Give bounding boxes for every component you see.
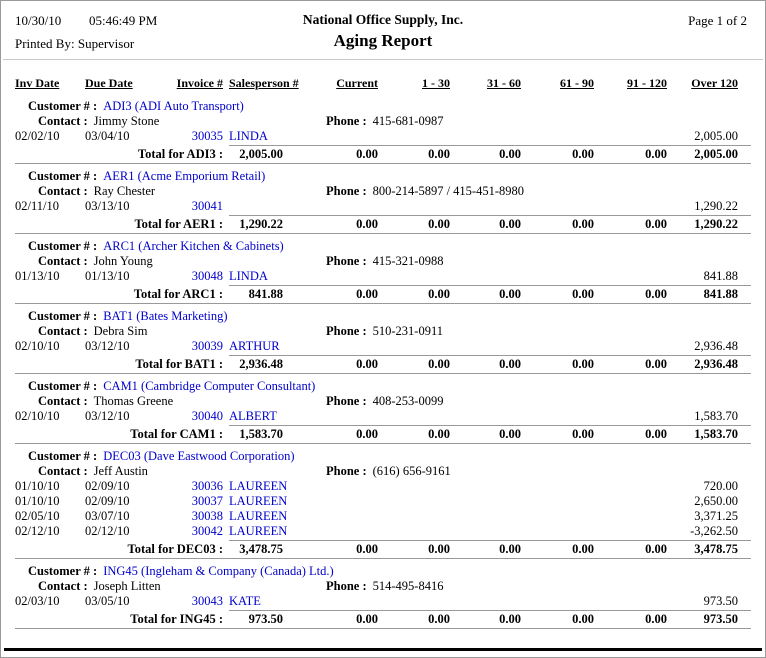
invoice-link[interactable]: 30043 [191, 594, 223, 608]
report-title: Aging Report [333, 31, 433, 50]
group-divider [15, 628, 751, 629]
contact-label: Contact : [38, 579, 88, 593]
report-header [1, 1, 765, 59]
inv-date: 02/11/10 [15, 199, 59, 213]
phone-number: 514-495-8416 [372, 579, 444, 593]
amount-1-30 [378, 409, 450, 424]
total-amount: 973.50 [248, 612, 283, 626]
amount-61-90 [521, 409, 594, 424]
amount-91-120 [594, 509, 667, 524]
customer-row [28, 239, 765, 254]
total-current: 0.00 [356, 612, 378, 626]
salesperson-link[interactable]: LAUREEN [229, 494, 288, 508]
total-1-30: 0.00 [428, 357, 450, 371]
phone-block [326, 579, 443, 594]
invoice-link[interactable]: 30039 [191, 339, 223, 353]
contact-row [38, 254, 765, 269]
amount-current [307, 479, 378, 494]
invoice-link[interactable]: 30042 [191, 524, 223, 538]
report-body [1, 99, 765, 629]
invoice-link[interactable]: 30040 [191, 409, 223, 423]
total-row [15, 426, 738, 442]
inv-date: 02/12/10 [15, 524, 60, 538]
total-61-90: 0.00 [572, 427, 594, 441]
printed-by-label: Printed By: [15, 36, 75, 51]
due-date: 02/09/10 [85, 479, 130, 493]
due-date: 03/07/10 [85, 509, 130, 523]
salesperson-link[interactable]: LINDA [229, 269, 268, 283]
group-divider [15, 443, 751, 444]
salesperson-link[interactable]: LAUREEN [229, 479, 288, 493]
invoice-link[interactable]: 30048 [191, 269, 223, 283]
invoice-row [15, 524, 738, 539]
contact-label: Contact : [38, 184, 88, 198]
customer-number-label: Customer # : [28, 169, 98, 183]
amount-over-120: 2,936.48 [694, 339, 738, 353]
group-divider [15, 303, 751, 304]
inv-date: 01/10/10 [15, 494, 60, 508]
total-amount: 2,005.00 [239, 147, 283, 161]
amount-over-120: 1,290.22 [694, 199, 738, 213]
customer-group [1, 379, 765, 444]
customer-row [28, 169, 765, 184]
invoice-row [15, 129, 738, 144]
amount-31-60 [450, 494, 521, 509]
amount-1-30 [378, 524, 450, 539]
amount-91-120 [594, 339, 667, 354]
amount-over-120: 720.00 [703, 479, 738, 493]
amount-31-60 [450, 409, 521, 424]
total-31-60: 0.00 [499, 542, 521, 556]
customer-number-label: Customer # : [28, 99, 98, 113]
customer-row [28, 99, 765, 114]
invoice-row [15, 409, 738, 424]
phone-block [326, 184, 524, 199]
amount-1-30 [378, 494, 450, 509]
phone-label: Phone : [326, 394, 367, 408]
customer-number-label: Customer # : [28, 449, 98, 463]
amount-91-120 [594, 199, 667, 214]
phone-number: 510-231-0911 [372, 324, 443, 338]
total-current: 0.00 [356, 427, 378, 441]
amount-current [307, 269, 378, 284]
amount-61-90 [521, 479, 594, 494]
total-61-90: 0.00 [572, 612, 594, 626]
customer-group [1, 309, 765, 374]
inv-date: 01/10/10 [15, 479, 60, 493]
total-1-30: 0.00 [428, 612, 450, 626]
contact-name: Jimmy Stone [93, 114, 160, 128]
contact-name: Jeff Austin [93, 464, 148, 478]
total-1-30: 0.00 [428, 427, 450, 441]
customer-link[interactable]: ING45 (Ingleham & Company (Canada) Ltd.) [103, 564, 334, 578]
due-date: 03/12/10 [85, 409, 130, 423]
customer-number-label: Customer # : [28, 309, 98, 323]
amount-1-30 [378, 509, 450, 524]
amount-31-60 [450, 524, 521, 539]
customer-link[interactable]: ADI3 (ADI Auto Transport) [103, 99, 244, 113]
amount-91-120 [594, 129, 667, 144]
total-61-90: 0.00 [572, 542, 594, 556]
due-date: 03/12/10 [85, 339, 130, 353]
customer-link[interactable]: BAT1 (Bates Marketing) [103, 309, 228, 323]
total-over-120: 973.50 [703, 612, 738, 626]
amount-31-60 [450, 339, 521, 354]
invoice-link[interactable]: 30037 [191, 494, 223, 508]
company-name: National Office Supply, Inc. [302, 12, 464, 27]
amount-31-60 [450, 479, 521, 494]
column-header-due-date: Due Date [85, 76, 133, 90]
amount-over-120: 841.88 [703, 269, 738, 283]
phone-block [326, 394, 443, 409]
header-divider [3, 59, 763, 60]
amount-current [307, 594, 378, 609]
phone-number: 415-321-0988 [372, 254, 444, 268]
amount-current [307, 129, 378, 144]
customer-group [1, 239, 765, 304]
total-current: 0.00 [356, 287, 378, 301]
amount-61-90 [521, 199, 594, 214]
due-date: 03/13/10 [85, 199, 130, 213]
due-date: 02/12/10 [85, 524, 130, 538]
contact-row [38, 324, 765, 339]
contact-row [38, 394, 765, 409]
total-1-30: 0.00 [428, 287, 450, 301]
amount-current [307, 409, 378, 424]
amount-91-120 [594, 409, 667, 424]
contact-row [38, 464, 765, 479]
page-indicator: Page 1 of 2 [688, 13, 747, 28]
total-91-120: 0.00 [645, 287, 667, 301]
amount-1-30 [378, 594, 450, 609]
amount-91-120 [594, 479, 667, 494]
customer-link[interactable]: AER1 (Acme Emporium Retail) [103, 169, 266, 183]
phone-number: 800-214-5897 / 415-451-8980 [372, 184, 524, 198]
customer-group [1, 99, 765, 164]
invoice-link[interactable]: 30038 [191, 509, 223, 523]
total-over-120: 841.88 [703, 287, 738, 301]
invoice-link[interactable]: 30035 [191, 129, 223, 143]
amount-31-60 [450, 199, 521, 214]
customer-group [1, 564, 765, 629]
printed-by-value: Supervisor [77, 36, 135, 51]
phone-number: (616) 656-9161 [372, 464, 451, 478]
inv-date: 02/02/10 [15, 129, 60, 143]
amount-over-120: 2,650.00 [694, 494, 738, 508]
total-current: 0.00 [356, 357, 378, 371]
total-amount: 3,478.75 [239, 542, 283, 556]
total-1-30: 0.00 [428, 147, 450, 161]
amount-31-60 [450, 594, 521, 609]
total-91-120: 0.00 [645, 542, 667, 556]
amount-current [307, 339, 378, 354]
total-row [15, 541, 738, 557]
amount-1-30 [378, 269, 450, 284]
total-over-120: 2,005.00 [694, 147, 738, 161]
column-header-inv-date: Inv Date [15, 76, 60, 90]
contact-label: Contact : [38, 114, 88, 128]
amount-61-90 [521, 269, 594, 284]
amount-over-120: 1,583.70 [694, 409, 738, 423]
due-date: 03/05/10 [85, 594, 130, 608]
print-date: 10/30/10 [15, 13, 62, 28]
total-91-120: 0.00 [645, 217, 667, 231]
total-label: Total for ARC1 : [133, 287, 223, 301]
amount-over-120: 2,005.00 [694, 129, 738, 143]
invoice-row [15, 594, 738, 609]
phone-block [326, 324, 443, 339]
inv-date: 02/03/10 [15, 594, 60, 608]
total-31-60: 0.00 [499, 612, 521, 626]
phone-block [326, 114, 443, 129]
amount-current [307, 509, 378, 524]
contact-label: Contact : [38, 254, 88, 268]
group-divider [15, 233, 751, 234]
phone-label: Phone : [326, 254, 367, 268]
phone-block [326, 254, 443, 269]
total-current: 0.00 [356, 542, 378, 556]
salesperson-link[interactable]: ALBERT [229, 409, 277, 423]
contact-name: Debra Sim [93, 324, 148, 338]
amount-61-90 [521, 524, 594, 539]
amount-61-90 [521, 494, 594, 509]
phone-number: 415-681-0987 [372, 114, 444, 128]
total-31-60: 0.00 [499, 427, 521, 441]
amount-61-90 [521, 509, 594, 524]
amount-1-30 [378, 199, 450, 214]
total-31-60: 0.00 [499, 357, 521, 371]
contact-row [38, 114, 765, 129]
phone-number: 408-253-0099 [372, 394, 444, 408]
customer-group [1, 449, 765, 559]
column-header-current: Current [336, 76, 378, 90]
column-header-31-60: 31 - 60 [487, 76, 521, 90]
total-label: Total for ING45 : [130, 612, 223, 626]
total-1-30: 0.00 [428, 542, 450, 556]
total-over-120: 2,936.48 [694, 357, 738, 371]
phone-label: Phone : [326, 579, 367, 593]
total-row [15, 216, 738, 232]
invoice-row [15, 269, 738, 284]
column-header-over-120: Over 120 [691, 76, 738, 90]
inv-date: 01/13/10 [15, 269, 60, 283]
amount-91-120 [594, 494, 667, 509]
contact-label: Contact : [38, 464, 88, 478]
total-row [15, 611, 738, 627]
customer-number-label: Customer # : [28, 239, 98, 253]
total-label: Total for ADI3 : [137, 147, 223, 161]
total-91-120: 0.00 [645, 147, 667, 161]
column-header-invoice: Invoice # [176, 76, 223, 90]
total-label: Total for BAT1 : [135, 357, 223, 371]
amount-91-120 [594, 269, 667, 284]
customer-link[interactable]: DEC03 (Dave Eastwood Corporation) [103, 449, 295, 463]
inv-date: 02/10/10 [15, 339, 60, 353]
invoice-row [15, 199, 738, 214]
column-header-1-30: 1 - 30 [422, 76, 450, 90]
customer-row [28, 449, 765, 464]
total-over-120: 3,478.75 [694, 542, 738, 556]
amount-61-90 [521, 129, 594, 144]
contact-label: Contact : [38, 394, 88, 408]
total-61-90: 0.00 [572, 287, 594, 301]
phone-label: Phone : [326, 464, 367, 478]
total-91-120: 0.00 [645, 357, 667, 371]
due-date: 02/09/10 [85, 494, 130, 508]
page-bottom-rule [4, 648, 762, 651]
amount-over-120: 3,371.25 [694, 509, 738, 523]
salesperson-link[interactable]: LAUREEN [229, 524, 288, 538]
customer-row [28, 564, 765, 579]
group-divider [15, 373, 751, 374]
amount-current [307, 199, 378, 214]
column-header-61-90: 61 - 90 [560, 76, 594, 90]
amount-1-30 [378, 479, 450, 494]
total-current: 0.00 [356, 217, 378, 231]
group-divider [15, 558, 751, 559]
total-over-120: 1,583.70 [694, 427, 738, 441]
due-date: 01/13/10 [85, 269, 130, 283]
column-header-91-120: 91 - 120 [627, 76, 667, 90]
group-divider [15, 163, 751, 164]
contact-name: Joseph Litten [93, 579, 161, 593]
total-over-120: 1,290.22 [694, 217, 738, 231]
salesperson-link[interactable]: LINDA [229, 129, 268, 143]
amount-current [307, 524, 378, 539]
total-row [15, 286, 738, 302]
salesperson-link [223, 199, 307, 214]
contact-name: Thomas Greene [93, 394, 174, 408]
amount-1-30 [378, 129, 450, 144]
total-31-60: 0.00 [499, 147, 521, 161]
total-91-120: 0.00 [645, 612, 667, 626]
contact-row [38, 184, 765, 199]
amount-91-120 [594, 524, 667, 539]
amount-31-60 [450, 129, 521, 144]
total-amount: 2,936.48 [239, 357, 283, 371]
customer-link[interactable]: CAM1 (Cambridge Computer Consultant) [103, 379, 316, 393]
amount-over-120: -3,262.50 [690, 524, 738, 538]
total-91-120: 0.00 [645, 427, 667, 441]
phone-label: Phone : [326, 324, 367, 338]
total-31-60: 0.00 [499, 287, 521, 301]
total-label: Total for AER1 : [134, 217, 223, 231]
invoice-link[interactable]: 30036 [191, 479, 223, 493]
customer-number-label: Customer # : [28, 564, 98, 578]
phone-label: Phone : [326, 114, 367, 128]
total-amount: 1,290.22 [239, 217, 283, 231]
contact-row [38, 579, 765, 594]
amount-61-90 [521, 594, 594, 609]
total-1-30: 0.00 [428, 217, 450, 231]
total-row [15, 146, 738, 162]
invoice-link[interactable]: 30041 [191, 199, 223, 213]
contact-name: John Young [93, 254, 153, 268]
amount-over-120: 973.50 [703, 594, 738, 608]
customer-row [28, 379, 765, 394]
total-amount: 841.88 [248, 287, 283, 301]
inv-date: 02/10/10 [15, 409, 60, 423]
invoice-row [15, 339, 738, 354]
amount-61-90 [521, 339, 594, 354]
total-61-90: 0.00 [572, 357, 594, 371]
column-header-row [15, 76, 738, 91]
total-61-90: 0.00 [572, 147, 594, 161]
print-time: 05:46:49 PM [89, 13, 158, 28]
salesperson-link[interactable]: ARTHUR [229, 339, 280, 353]
invoice-row [15, 479, 738, 494]
total-31-60: 0.00 [499, 217, 521, 231]
contact-label: Contact : [38, 324, 88, 338]
total-amount: 1,583.70 [239, 427, 283, 441]
inv-date: 02/05/10 [15, 509, 60, 523]
invoice-row [15, 494, 738, 509]
phone-block [326, 464, 451, 479]
due-date: 03/04/10 [85, 129, 130, 143]
contact-name: Ray Chester [93, 184, 156, 198]
total-label: Total for CAM1 : [130, 427, 223, 441]
customer-link[interactable]: ARC1 (Archer Kitchen & Cabinets) [103, 239, 284, 253]
total-label: Total for DEC03 : [127, 542, 223, 556]
amount-31-60 [450, 269, 521, 284]
customer-number-label: Customer # : [28, 379, 98, 393]
salesperson-link[interactable]: KATE [229, 594, 261, 608]
amount-1-30 [378, 339, 450, 354]
customer-row [28, 309, 765, 324]
amount-current [307, 494, 378, 509]
invoice-row [15, 509, 738, 524]
phone-label: Phone : [326, 184, 367, 198]
salesperson-link[interactable]: LAUREEN [229, 509, 288, 523]
amount-91-120 [594, 594, 667, 609]
total-current: 0.00 [356, 147, 378, 161]
customer-group [1, 169, 765, 234]
total-row [15, 356, 738, 372]
column-header-salesperson: Salesperson # [229, 76, 299, 90]
amount-31-60 [450, 509, 521, 524]
total-61-90: 0.00 [572, 217, 594, 231]
